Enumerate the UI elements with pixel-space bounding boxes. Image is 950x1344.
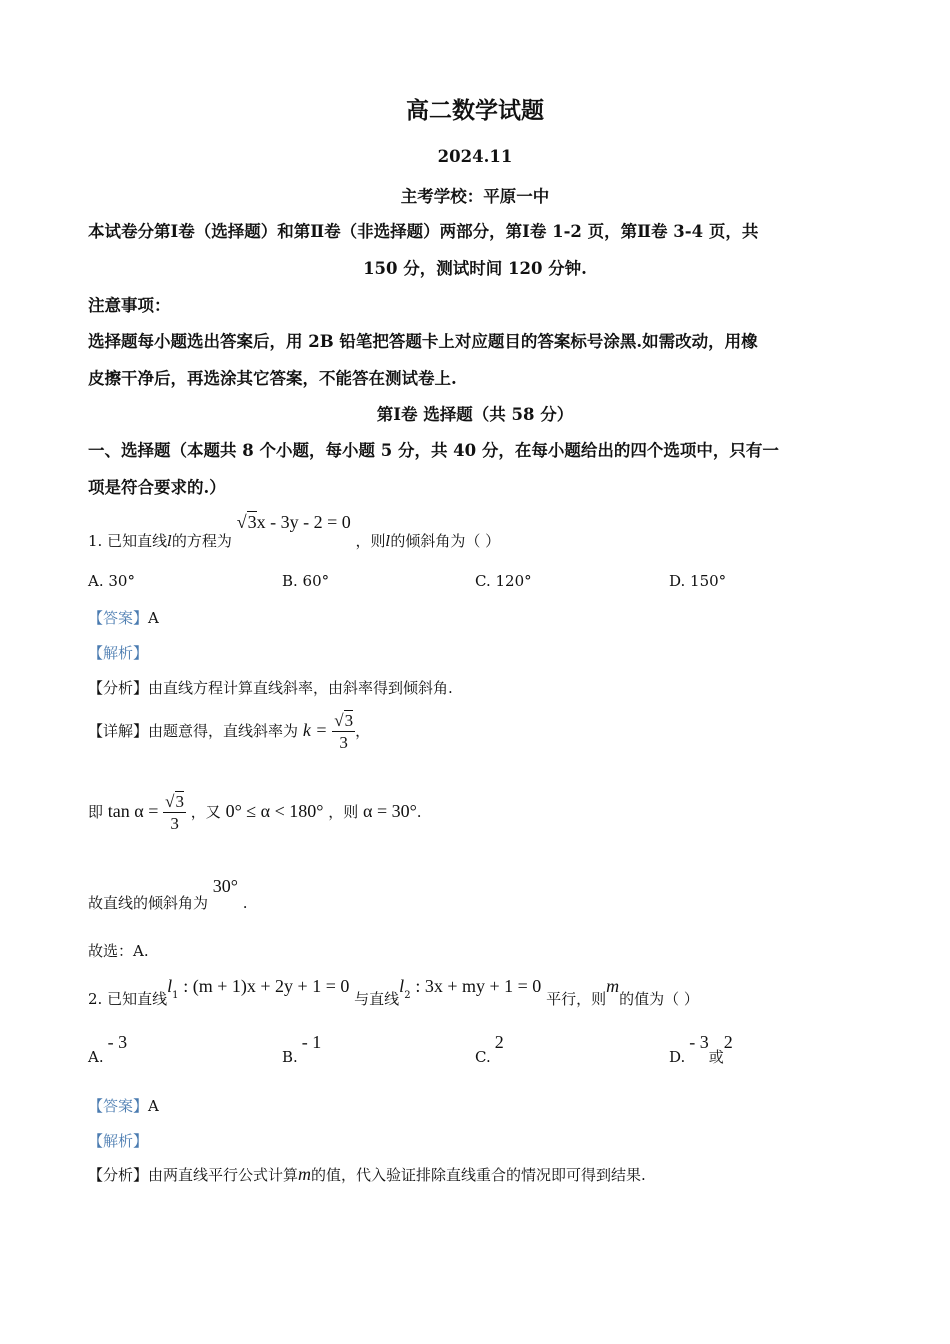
part1-heading: 第Ⅰ卷 选择题（共 58 分） <box>376 405 574 424</box>
notes-heading: 注意事项： <box>88 296 171 315</box>
q1-option-d: D. 150° <box>669 572 727 590</box>
q2-option-a: A.- 3 <box>88 1032 128 1066</box>
intro-line-2: 150 分，测试时间 120 分钟. <box>363 259 587 278</box>
q1-choose: 故选：A. <box>88 942 149 960</box>
q1-option-a: A. 30° <box>88 572 135 590</box>
q1-conclusion: 故直线的倾斜角为 30° . <box>88 876 248 912</box>
q1-equation: √3x - 3y - 2 = 0 <box>236 512 351 532</box>
q1-option-b: B. 60° <box>282 572 330 590</box>
q2-stem: 2. 已知直线$l_1$ : (m + 1)x + 2y + 1 = 0 与直线$l_2$ : 3x + my + 1 = 0 平行，则m的值为（ ） <box>88 976 699 1008</box>
q1-stem: 1. 已知直线l的方程为 √3x - 3y - 2 = 0 ，则l的倾斜角为（ ） <box>88 512 501 550</box>
document-title: 高二数学试题 <box>406 97 544 124</box>
q2-analysis-tag: 【解析】 <box>88 1132 149 1150</box>
notes-line-2: 皮擦干净后，再选涂其它答案，不能答在测试卷上. <box>88 369 457 388</box>
q2-option-b: B.- 1 <box>282 1032 322 1066</box>
section1-line-2: 项是符合要求的.） <box>88 478 226 497</box>
q1-option-c: C. 120° <box>475 572 532 590</box>
q1-xiangjie: 【详解】由题意得，直线斜率为 k = $\frac{√3}{3}$ ， <box>88 711 371 752</box>
q1-fenxi: 【分析】由直线方程计算直线斜率，由斜率得到倾斜角. <box>88 679 453 697</box>
section1-line-1: 一、选择题（本题共 8 个小题，每小题 5 分，共 40 分，在每小题给出的四个选项中，只有一 <box>88 441 779 460</box>
host-school: 主考学校：平原一中 <box>400 187 550 206</box>
exam-date: 2024.11 <box>437 147 513 166</box>
q2-fenxi: 【分析】由两直线平行公式计算m的值，代入验证排除直线重合的情况即可得到结果. <box>88 1164 646 1184</box>
q2-option-c: C.2 <box>475 1032 504 1066</box>
q2-answer: 【答案】A <box>88 1097 159 1115</box>
q1-analysis-tag: 【解析】 <box>88 644 149 662</box>
q2-option-d: D.- 3或2 <box>669 1032 733 1066</box>
q1-tan-line: 即 tan α = $\frac{√3}{3}$ ，又 0° ≤ α < 180° ，则 α = 30°. <box>88 792 422 833</box>
intro-line-1: 本试卷分第Ⅰ卷（选择题）和第Ⅱ卷（非选择题）两部分，第Ⅰ卷 1-2 页，第Ⅱ卷 3-4 页，共 <box>88 222 759 241</box>
q1-answer: 【答案】A <box>88 609 159 627</box>
notes-line-1: 选择题每小题选出答案后，用 2B 铅笔把答题卡上对应题目的答案标号涂黑.如需改动，用橡 <box>88 332 758 351</box>
